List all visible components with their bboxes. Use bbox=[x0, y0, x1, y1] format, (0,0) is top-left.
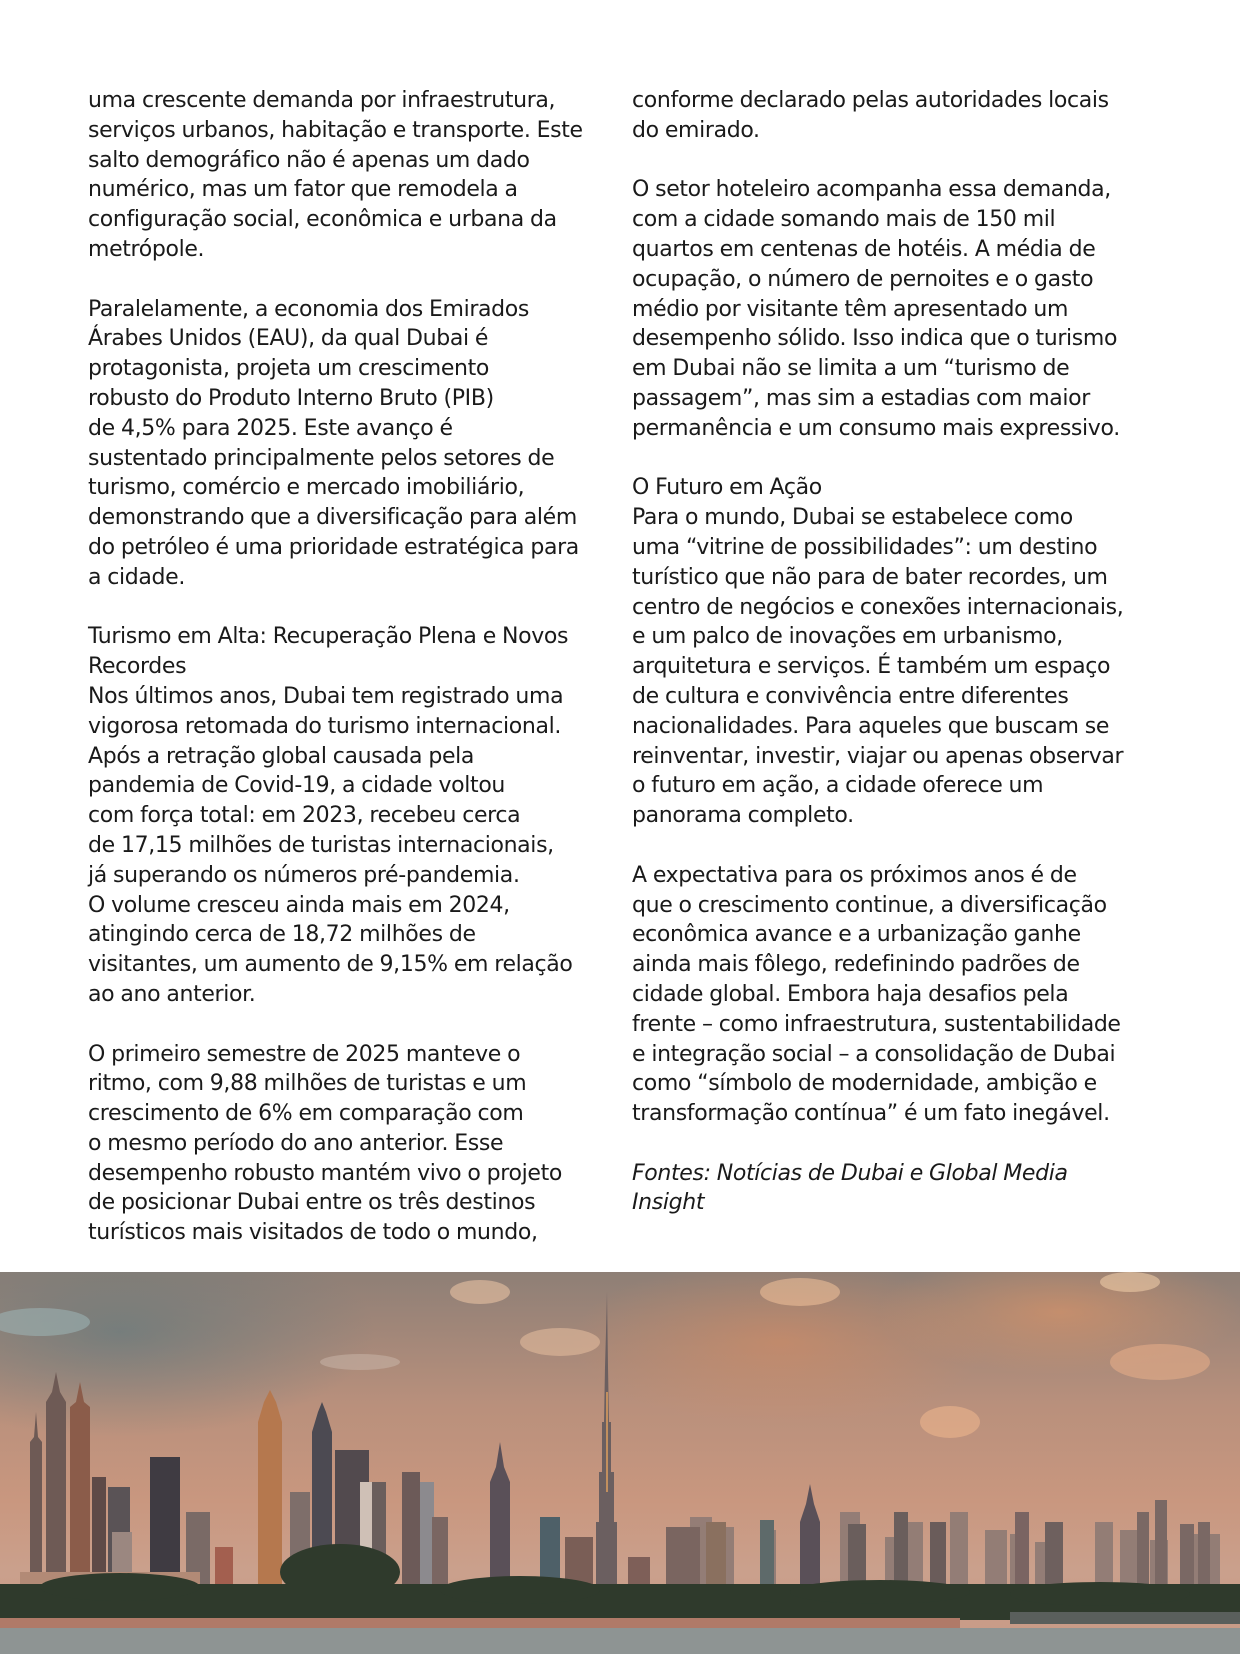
buildings-near bbox=[30, 1292, 1210, 1604]
text-line: turístico que não para de bater recordes, um bbox=[632, 564, 1108, 590]
text-line: arquitetura e serviços. É também um espaço bbox=[632, 654, 1111, 680]
text-line: de 17,15 milhões de turistas internacionais, bbox=[88, 832, 554, 858]
text-line: nacionalidades. Para aqueles que buscam se bbox=[632, 713, 1110, 739]
text-line: o futuro em ação, a cidade oferece um bbox=[632, 773, 1044, 799]
text-line: transformação contínua” é um fato inegável. bbox=[632, 1101, 1110, 1127]
text-line: econômica avance e a urbanização ganhe bbox=[632, 922, 1081, 948]
paragraph-gap bbox=[88, 593, 613, 623]
text-line: o mesmo período do ano anterior. Esse bbox=[88, 1130, 504, 1156]
text-line: demonstrando que a diversificação para além bbox=[88, 505, 577, 531]
article-column-right bbox=[632, 86, 1172, 1218]
paragraph-hotel-sector bbox=[632, 175, 1172, 443]
text-line: metrópole. bbox=[88, 236, 205, 262]
sources-credit bbox=[632, 1159, 1172, 1219]
text-line: panorama completo. bbox=[632, 803, 854, 829]
text-line: centro de negócios e conexões internacionais, bbox=[632, 594, 1124, 620]
text-line: ritmo, com 9,88 milhões de turistas e um bbox=[88, 1071, 527, 1097]
text-line: passagem”, mas sim a estadias com maior bbox=[632, 385, 1090, 411]
text-line: Insight bbox=[632, 1190, 705, 1216]
text-line: cidade global. Embora haja desafios pela bbox=[632, 981, 1069, 1007]
dubai-skyline-photo bbox=[0, 1272, 1240, 1654]
paragraph-economy-gdp bbox=[88, 295, 613, 593]
text-line: com a cidade somando mais de 150 mil bbox=[632, 207, 1056, 233]
text-line: já superando os números pré-pandemia. bbox=[88, 862, 520, 888]
text-line: do petróleo é uma prioridade estratégica para bbox=[88, 534, 579, 560]
article-column-left bbox=[88, 86, 613, 1248]
text-line: Fontes: Notícias de Dubai e Global Media bbox=[632, 1160, 1068, 1186]
text-line: A expectativa para os próximos anos é de bbox=[632, 862, 1077, 888]
paragraph-outlook bbox=[632, 861, 1172, 1129]
text-line: que o crescimento continue, a diversificação bbox=[632, 892, 1107, 918]
text-line: reinventar, investir, viajar ou apenas observar bbox=[632, 743, 1124, 769]
text-line: numérico, mas um fator que remodela a bbox=[88, 177, 518, 203]
text-line: turísticos mais visitados de todo o mundo, bbox=[88, 1220, 538, 1246]
text-line: e integração social – a consolidação de Dubai bbox=[632, 1041, 1116, 1067]
text-line: Paralelamente, a economia dos Emirados bbox=[88, 296, 530, 322]
text-line: uma “vitrine de possibilidades”: um destino bbox=[632, 534, 1098, 560]
paragraph-gap bbox=[632, 831, 1172, 861]
text-line: protagonista, projeta um crescimento bbox=[88, 356, 489, 382]
text-line: de 4,5% para 2025. Este avanço é bbox=[88, 415, 453, 441]
text-line: robusto do Produto Interno Bruto (PIB) bbox=[88, 385, 494, 411]
text-line: ao ano anterior. bbox=[88, 981, 256, 1007]
text-line: frente – como infraestrutura, sustentabilidade bbox=[632, 1011, 1121, 1037]
heading-line: Turismo em Alta: Recuperação Plena e Novos bbox=[88, 624, 569, 650]
paragraph-showcase bbox=[632, 503, 1172, 831]
text-line: do emirado. bbox=[632, 117, 760, 143]
paragraph-tourism-recovery bbox=[88, 682, 613, 1010]
text-line: médio por visitante têm apresentado um bbox=[632, 296, 1069, 322]
text-line: uma crescente demanda por infraestrutura, bbox=[88, 88, 556, 113]
paragraph-gap bbox=[632, 1129, 1172, 1159]
text-line: pandemia de Covid-19, a cidade voltou bbox=[88, 773, 506, 799]
text-line: salto demográfico não é apenas um dado bbox=[88, 147, 530, 173]
paragraph-local-authorities bbox=[632, 86, 1172, 146]
text-line: O setor hoteleiro acompanha essa demanda, bbox=[632, 177, 1111, 203]
paragraph-gap bbox=[88, 265, 613, 295]
text-line: O volume cresceu ainda mais em 2024, bbox=[88, 892, 510, 918]
text-line: como “símbolo de modernidade, ambição e bbox=[632, 1071, 1097, 1097]
text-line: permanência e um consumo mais expressivo. bbox=[632, 415, 1120, 441]
text-line: sustentado principalmente pelos setores de bbox=[88, 445, 555, 471]
text-line: Árabes Unidos (EAU), da qual Dubai é bbox=[88, 326, 489, 352]
text-line: conforme declarado pelas autoridades locais bbox=[632, 88, 1109, 113]
water bbox=[0, 1628, 1240, 1654]
text-line: quartos em centenas de hotéis. A média de bbox=[632, 236, 1096, 262]
skyline-illustration bbox=[0, 1272, 1240, 1654]
paragraph-gap bbox=[88, 1010, 613, 1040]
text-line: atingindo cerca de 18,72 milhões de bbox=[88, 922, 476, 948]
text-line: a cidade. bbox=[88, 564, 185, 590]
paragraph-first-semester-2025 bbox=[88, 1040, 613, 1249]
paragraph-gap bbox=[632, 146, 1172, 176]
text-line: ainda mais fôlego, redefinindo padrões de bbox=[632, 952, 1080, 978]
rock-jetty bbox=[1010, 1612, 1240, 1624]
text-line: visitantes, um aumento de 9,15% em relação bbox=[88, 952, 573, 978]
text-line: desempenho sólido. Isso indica que o turismo bbox=[632, 326, 1118, 352]
text-line: configuração social, econômica e urbana da bbox=[88, 207, 557, 233]
heading-line: Recordes bbox=[88, 654, 187, 680]
text-line: ocupação, o número de pernoites e o gasto bbox=[632, 266, 1094, 292]
text-line: com força total: em 2023, recebeu cerca bbox=[88, 803, 521, 829]
text-line: e um palco de inovações em urbanismo, bbox=[632, 624, 1063, 650]
text-line: em Dubai não se limita a um “turismo de bbox=[632, 356, 1070, 382]
text-line: serviços urbanos, habitação e transporte. Este bbox=[88, 117, 583, 143]
section-heading-tourism bbox=[88, 622, 613, 682]
text-line: turismo, comércio e mercado imobiliário, bbox=[88, 475, 525, 501]
text-line: Após a retração global causada pela bbox=[88, 743, 475, 769]
text-line: de cultura e convivência entre diferentes bbox=[632, 683, 1069, 709]
paragraph-gap bbox=[632, 444, 1172, 474]
text-line: de posicionar Dubai entre os três destinos bbox=[88, 1190, 536, 1216]
text-line: Nos últimos anos, Dubai tem registrado uma bbox=[88, 683, 564, 709]
breakwater bbox=[0, 1618, 960, 1628]
text-line: desempenho robusto mantém vivo o projeto bbox=[88, 1160, 562, 1186]
text-line: crescimento de 6% em comparação com bbox=[88, 1101, 524, 1127]
text-line: Para o mundo, Dubai se estabelece como bbox=[632, 505, 1073, 531]
text-line: O primeiro semestre de 2025 manteve o bbox=[88, 1041, 521, 1067]
text-line: vigorosa retomada do turismo internacional. bbox=[88, 713, 561, 739]
paragraph-population-demand bbox=[88, 86, 613, 265]
section-heading-future: O Futuro em Ação bbox=[632, 475, 822, 501]
